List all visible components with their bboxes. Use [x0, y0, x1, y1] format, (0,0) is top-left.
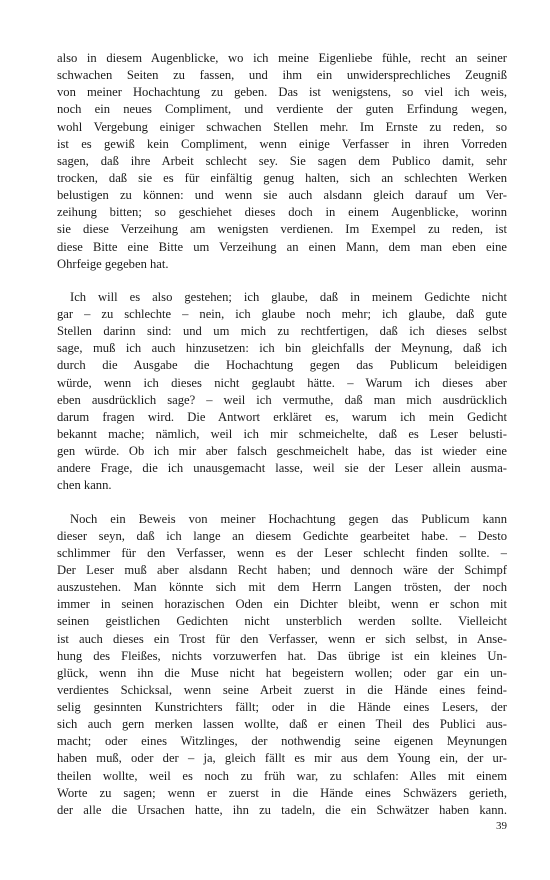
text-line: immer in seinen horazischen Oden ein Dichter bleibt, wenn er schon mit — [57, 597, 507, 612]
text-line: macht; oder eines Witzlinges, der nothwendig seine eigenen Meynungen — [57, 734, 507, 749]
text-line: chen kann. — [57, 478, 112, 493]
text-line: eben ausdrücklich sage? – weil ich vermuthe, daß man mich ausdrücklich — [57, 392, 507, 407]
text-line: durch die Ausgabe die Hochachtung gegen das Publicum beleidigen — [57, 358, 507, 373]
text-line: sie diese Verzeihung am wenigsten verdienen. Im Exempel zu reden, ist — [57, 222, 507, 237]
text-line: hung des Fleißes, nichts vorzuwerfen hat. Das übrige ist ein kleines Un- — [57, 648, 507, 663]
text-line: wohl Vergebung einiger schwachen Stellen mehr. Im Ernste zu reden, so — [57, 119, 507, 134]
paragraph-2 — [57, 289, 507, 495]
text-line: theilen wollte, weil es noch zu früh war, zu schlafen: Alles mit einem — [57, 768, 507, 783]
text-line: Ohrfeige gegeben hat. — [57, 256, 169, 271]
page-number: 39 — [496, 820, 507, 832]
text-line: ist auch dieses ein Trost für den Verfasser, wenn er sich selbst, in Anse- — [57, 631, 507, 646]
text-line: verdientes Schicksal, wenn seine Arbeit zuerst in die Hände eines feind- — [57, 682, 507, 697]
text-line: schlimmer für den Verfasser, wenn es der Leser schlecht finden sollte. – — [57, 545, 507, 560]
text-line: Noch ein Beweis von meiner Hochachtung gegen das Publicum kann — [70, 511, 507, 526]
text-line: sage, muß ich auch hinzusetzen: ich bin gleichfalls der Meynung, daß ich — [57, 341, 507, 356]
text-line: Stellen darinn sind: und um mich zu rechtfertigen, daß ich dieses selbst — [57, 324, 507, 339]
text-line: würde, wenn ich dieses nicht geglaubt hätte. – Warum ich dieses aber — [57, 375, 507, 390]
paragraph-1 — [57, 50, 507, 273]
text-line: diese Bitte eine Bitte um Verzeihung an einen Mann, dem man eben eine — [57, 239, 507, 254]
paragraph-3 — [57, 511, 507, 820]
text-line: darum fragen wird. Die Antwort erkläret es, warum ich mein Gedicht — [57, 409, 507, 424]
text-line: zeihung bitten; so geschiehet dieses doch in einem Augenblicke, worinn — [57, 205, 507, 220]
paragraph-gap — [57, 273, 507, 289]
text-line: Der Leser muß aber alsdann Recht haben; und dennoch wäre der Schimpf — [57, 562, 507, 577]
text-line: bekannt mache; nämlich, weil ich mir schmeichelte, daß es Leser belusti- — [57, 426, 507, 441]
text-line: der alle die Ursachen hatte, ihn zu tadeln, die ein Schwätzer haben kann. — [57, 802, 507, 817]
text-line: gen würde. Ob ich mir aber falsch geschmeichelt habe, das ist wieder eine — [57, 444, 507, 459]
text-line: also in diesem Augenblicke, wo ich meine Eigenliebe fühle, recht an seiner — [57, 51, 507, 65]
text-line: selig gesinnten Kunstrichters fällt; oder in die Hände eines Lesers, der — [57, 700, 507, 715]
text-line: gar – zu schlechte – nein, ich glaube noch mehr; ich glaube, daß gute — [57, 306, 507, 321]
text-line: auszustehen. Man könnte sich mit dem Herrn Langen trösten, der noch — [57, 580, 507, 595]
text-line: ist es gewiß kein Compliment, wenn einige Verfasser in ihren Vorreden — [57, 136, 507, 151]
text-line: trocken, daß sie es für einfältig genug halten, sich an schlechten Werken — [57, 170, 507, 185]
text-line: noch ein neues Compliment, und verdiente der guten Erfindung wegen, — [57, 102, 507, 117]
text-line: sich auch gern merken lassen wollte, daß er einen Theil des Publici aus- — [57, 717, 507, 732]
text-line: seinen geistlichen Gedichten nicht unsterblich werden sollte. Vielleicht — [57, 614, 507, 629]
text-line: Ich will es also gestehen; ich glaube, daß in meinem Gedichte nicht — [70, 289, 507, 304]
text-line: haben muß, oder der – ja, gleich fällt es mir aus dem Young ein, der ur- — [57, 751, 507, 766]
paragraph-gap — [57, 495, 507, 511]
text-line: dieser seyn, daß ich lange an diesem Gedichte gearbeitet habe. – Desto — [57, 528, 507, 543]
text-line: Worte zu sagen; wenn er zuerst in die Hände eines Schwäzers gerieth, — [57, 785, 507, 800]
text-line: andere Frage, die ich unausgemacht lasse, weil sie der Leser allein ausma- — [57, 461, 507, 476]
text-line: sagen, daß ihre Arbeit schlecht sey. Sie sagen dem Publico damit, sehr — [57, 153, 507, 168]
page-body — [57, 50, 507, 819]
text-line: schwachen Seiten zu fassen, und ihm ein unwidersprechliches Zeugniß — [57, 68, 507, 83]
text-line: von meiner Hochachtung zu geben. Das ist wenigstens, so viel ich weis, — [57, 85, 507, 100]
text-line: glück, wenn ihn die Muse nicht hat begeistern wollen; oder gar ein un- — [57, 665, 507, 680]
text-line: belustigen zu können: und wenn sie auch alsdann gleich darauf um Ver- — [57, 188, 507, 203]
